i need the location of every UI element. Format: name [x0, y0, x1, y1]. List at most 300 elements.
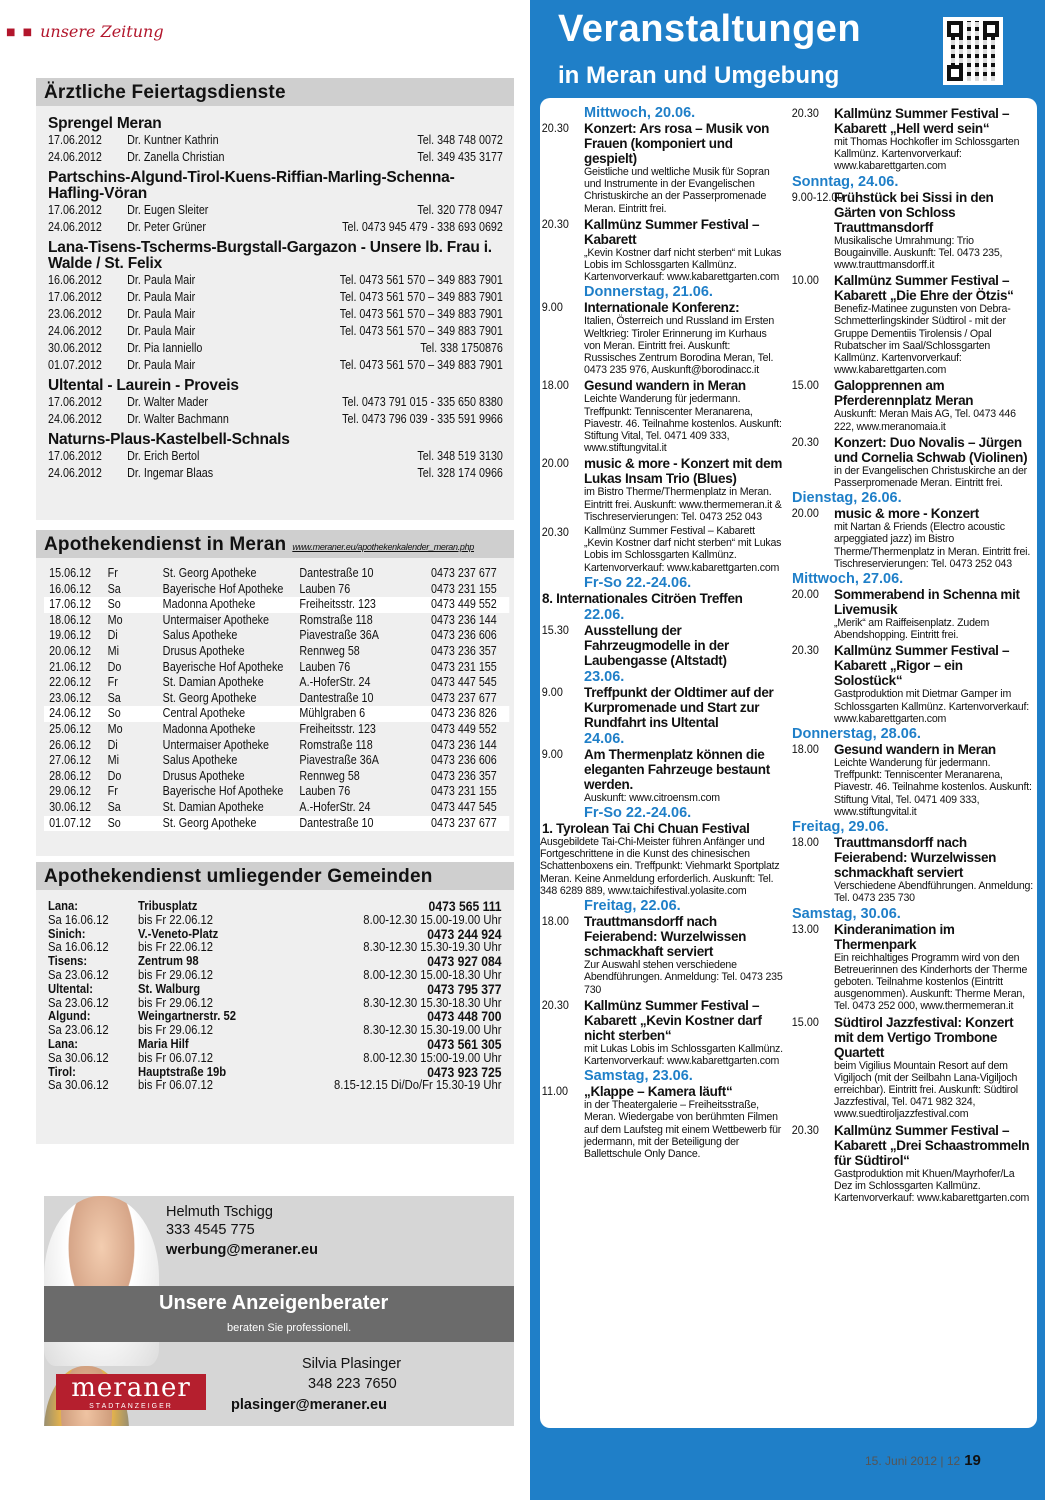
event-content	[584, 121, 784, 215]
pharmacy-phone: 0473 236 826	[431, 706, 497, 721]
pharmacy-row	[44, 784, 509, 800]
event-title: „Klappe – Kamera läuft“	[584, 1084, 733, 1100]
event-content	[584, 747, 784, 804]
doctor-phone: Tel. 0473 945 479 - 338 693 0692	[342, 220, 503, 234]
nearby-info: 0473 244 924	[427, 926, 502, 942]
pharmacy-weekday: So	[107, 597, 121, 612]
event-title: Kallmünz Summer Festival – Kabarett	[584, 216, 760, 247]
pharmacy-weekday: Mo	[107, 721, 123, 736]
pharmacy-weekday: So	[107, 815, 121, 830]
event-time: 9.00-12.00	[791, 189, 844, 204]
nearby-info: 0473 927 084	[427, 954, 502, 970]
district-heading: Ultental - Laurein - Proveis	[48, 377, 239, 394]
qr-corner	[947, 21, 963, 37]
nearby-info: 0473 561 305	[427, 1036, 502, 1052]
event-description: mit Nartan & Friends (Electro acoustic arpeggiated jazz) im Bistro Therme/Thermenplatz in Meran. Eintritt frei. Tischreservierungen: Tel. 0473 252 043	[834, 521, 1031, 570]
ad-subtitle: beraten Sie professionell.	[227, 1322, 352, 1334]
meraner-logo-subtitle: STADTANZEIGER	[56, 1403, 206, 1410]
event-time: 20.30	[791, 643, 819, 658]
event-content	[834, 435, 1034, 489]
pharmacy-name: St. Georg Apotheke	[162, 815, 257, 830]
event-description: in der Theatergalerie – Freiheitsstraße, Meran. Wiedergabe von berühmten Filmen auf dem Laufsteg mit einem Wettbewerb für jedermann, mit der Beteiligung der Ballettschule Only Dance.	[584, 1099, 782, 1160]
pharmacy-row	[44, 597, 509, 613]
event-title: Treffpunkt der Oldtimer auf der Kurpromenade und Start zur Rundfahrt ins Ultental	[584, 684, 774, 730]
doctor-date: 17.06.2012	[48, 290, 102, 304]
pharmacy-address: Romstraße 118	[299, 612, 373, 627]
nearby-pharmacy: Weingartnerstr. 52	[138, 1009, 236, 1024]
pharmacy-phone: 0473 231 155	[431, 784, 497, 799]
district-heading: Sprengel Meran	[48, 115, 162, 132]
nearby-place: Sa 23.06.12	[48, 967, 109, 982]
doctor-row	[48, 149, 503, 166]
pharmacy-row	[44, 738, 509, 754]
doctor-name: Dr. Paula Mair	[127, 290, 196, 304]
doctor-name: Dr. Paula Mair	[127, 358, 196, 372]
event-title: Konzert: Ars rosa – Musik von Frauen (komponiert und gespielt)	[584, 121, 770, 166]
pharmacy-phone: 0473 236 357	[431, 768, 497, 783]
event-day-heading: Mittwoch, 20.06.	[584, 105, 696, 121]
pharmacy-phone: 0473 237 677	[431, 815, 497, 830]
event-content	[834, 106, 1034, 173]
nearby-info: 0473 565 111	[428, 899, 502, 914]
pharmacy-weekday: Do	[107, 659, 122, 674]
nearby-row	[48, 1052, 502, 1066]
pharmacy-row	[44, 675, 509, 691]
event-content	[584, 998, 784, 1067]
event-content	[584, 456, 784, 523]
adviser2-phone: 348 223 7650	[308, 1376, 397, 1392]
nearby-info: 8.30-12.30 15.30-18.30 Uhr	[363, 995, 502, 1010]
event-item	[540, 914, 784, 996]
district-heading: Lana-Tisens-Tscherms-Burgstall-Gargazon - Unsere lb. Frau i. Walde / St. Felix	[48, 239, 492, 272]
event-title: Sommerabend in Schenna mit Livemusik	[834, 587, 1020, 618]
doctors-panel	[36, 78, 514, 520]
pharmacy-address: Mühlgraben 6	[299, 706, 366, 721]
event-title: Am Thermenplatz können die eleganten Fahrzeuge bestaunt werden.	[584, 746, 770, 792]
pharmacy-name: Bayerische Hof Apotheke	[162, 581, 284, 596]
event-description: Leichte Wanderung für jedermann. Treffpunkt: Tenniscenter Meranarena, Piavestr. 46. Teilnahme kostenlos. Auskunft: Stiftung Vital, Tel. 0471 409 333, www.stiftungvital.it	[584, 393, 782, 455]
event-item	[540, 1084, 784, 1160]
event-content	[834, 378, 1034, 432]
district-heading: Partschins-Algund-Tirol-Kuens-Riffian-Marling-Schenna-Hafling-Vöran	[48, 169, 455, 202]
pharmacy-address: Romstraße 118	[299, 737, 373, 752]
pharmacy-name: St. Georg Apotheke	[162, 690, 257, 705]
pharmacy-row	[44, 582, 509, 598]
doctor-name: Dr. Ingemar Blaas	[127, 466, 214, 480]
masthead-dots: ■ ■	[6, 27, 35, 38]
doctor-name: Dr. Paula Mair	[127, 307, 196, 321]
event-item	[540, 525, 784, 574]
qr-corner	[947, 65, 963, 81]
pharmacy-weekday: Fr	[107, 566, 118, 580]
event-description: Gastproduktion mit Dietmar Gamper im Schlossgarten Kallmünz. Kartenvorverkauf: www.kabarettgarten.com	[834, 688, 1029, 725]
district-heading: Naturns-Plaus-Kastelbell-Schnals	[48, 431, 290, 448]
nearby-info: 0473 448 700	[427, 1009, 502, 1025]
event-content	[584, 300, 784, 376]
pharmacy-phone: 0473 447 545	[431, 675, 497, 690]
doctor-name: Dr. Paula Mair	[127, 273, 196, 287]
event-item	[790, 742, 1034, 818]
event-title: Gesund wandern in Meran	[834, 742, 996, 758]
event-time: 20.30	[791, 106, 819, 120]
pharmacy-name: Central Apotheke	[162, 706, 246, 721]
pharmacy-row	[44, 722, 509, 738]
event-title: Kallmünz Summer Festival – Kabarett „Drei Schaastrommeln für Südtirol“	[834, 1122, 1030, 1168]
doctors-title: Ärztliche Feiertagsdienste	[36, 78, 514, 106]
nearby-row	[48, 997, 502, 1011]
event-item	[790, 273, 1034, 376]
doctor-row	[48, 289, 503, 306]
qr-code-icon[interactable]	[943, 17, 1003, 85]
event-title: Ausstellung der Fahrzeugmodelle in der Laubengasse (Altstadt)	[584, 622, 729, 668]
doctor-phone: Tel. 349 435 3177	[417, 150, 503, 164]
doctor-name: Dr. Eugen Sleiter	[127, 203, 209, 217]
event-item	[540, 685, 784, 730]
pharmacy-weekday: Sa	[107, 799, 121, 814]
event-day-heading: Fr-So 22.-24.06.	[584, 805, 692, 822]
nearby-info: 8.00-12.30 15.00-18.30 Uhr	[363, 967, 502, 982]
nearby-row	[48, 1066, 502, 1080]
adviser2-name: Silvia Plasinger	[302, 1356, 402, 1372]
event-time: 18.00	[541, 378, 569, 393]
pharmacy-row	[44, 816, 509, 832]
nearby-pharmacy: V.-Veneto-Platz	[138, 926, 219, 941]
pharmacy-date: 24.06.12	[49, 706, 92, 721]
doctor-phone: Tel. 0473 561 570 – 349 883 7901	[339, 307, 503, 321]
nearby-place: Sa 16.06.12	[48, 940, 109, 955]
pharmacy-date: 18.06.12	[49, 612, 92, 627]
event-day-heading: Donnerstag, 21.06.	[584, 284, 713, 301]
event-title: Galopprennen am Pferderennplatz Meran	[834, 378, 974, 409]
doctor-row	[48, 306, 503, 323]
pharmacy-phone: 0473 449 552	[431, 597, 497, 612]
adviser1-phone: 333 4545 775	[166, 1222, 255, 1238]
doctor-row	[48, 202, 503, 219]
pharmacy-weekday: Sa	[107, 581, 121, 596]
nearby-pharmacy: bis Fr 22.06.12	[138, 912, 214, 927]
pharmacy-weekday: Di	[107, 628, 118, 643]
pharmacy-address: Lauben 76	[299, 784, 351, 799]
event-content	[540, 591, 784, 606]
pharmacy-date: 23.06.12	[49, 690, 92, 705]
nearby-row	[48, 1010, 502, 1024]
nearby-info: 8.00-12.30 15:00-19.00 Uhr	[363, 1050, 502, 1065]
event-content	[834, 643, 1034, 725]
pharmacy-weekday: So	[107, 706, 121, 721]
pharmacy-url-link[interactable]: www.meraner.eu/apothekenkalender_meran.php	[292, 542, 475, 552]
event-day-heading: Donnerstag, 28.06.	[792, 726, 921, 743]
doctor-date: 24.06.2012	[48, 412, 102, 426]
nearby-place: Sa 16.06.12	[48, 912, 109, 927]
pharmacy-address: Dantestraße 10	[299, 566, 374, 580]
pharmacy-table	[36, 558, 514, 831]
event-item	[790, 922, 1034, 1013]
pharmacy-phone: 0473 231 155	[431, 581, 497, 596]
event-time: 9.00	[541, 684, 563, 699]
pharmacy-row	[44, 660, 509, 676]
nearby-row	[48, 928, 502, 942]
doctor-row	[48, 272, 503, 289]
pharmacy-address: Piavestraße 36A	[299, 753, 379, 768]
doctor-date: 24.06.2012	[48, 466, 102, 480]
adviser1-email[interactable]: werbung@meraner.eu	[166, 1242, 318, 1258]
event-title: Südtirol Jazzfestival: Konzert mit dem Vertigo Trombone Quartett	[834, 1014, 1014, 1060]
event-description: Musikalische Umrahmung: Trio Bougainville. Auskunft: Tel. 0473 235, www.trauttmansdorff.it	[834, 234, 1003, 272]
pharmacy-address: Dantestraße 10	[299, 815, 374, 830]
doctor-date: 24.06.2012	[48, 324, 102, 338]
pharmacy-date: 27.06.12	[49, 753, 92, 768]
pharmacy-address: Freiheitsstr. 123	[299, 721, 376, 736]
nearby-place: Lana:	[48, 899, 79, 913]
event-content	[584, 217, 784, 284]
event-description: Leichte Wanderung für jedermann. Treffpunkt: Tenniscenter Meranarena, Piavestr. 46. Teilnahme kostenlos. Auskunft: Stiftung Vital, Tel. 0471 409 333, www.stiftungvital.it	[834, 757, 1032, 818]
doctor-date: 17.06.2012	[48, 449, 102, 463]
nearby-place: Ultental:	[48, 981, 93, 996]
pharmacy-row	[44, 769, 509, 785]
pharmacy-weekday: Fr	[107, 784, 118, 799]
doctor-name: Dr. Erich Bertol	[127, 449, 200, 463]
pharmacy-weekday: Di	[107, 737, 118, 752]
event-description: Auskunft: Meran Mais AG, Tel. 0473 446 222, www.meranomaia.it	[834, 408, 1016, 433]
event-day-heading: Dienstag, 26.06.	[792, 490, 902, 507]
pharmacy-row	[44, 753, 509, 769]
event-title: music & more - Konzert	[834, 506, 979, 522]
nearby-place: Algund:	[48, 1009, 91, 1024]
pharmacy-row	[44, 644, 509, 660]
nearby-pharmacy: bis Fr 06.07.12	[138, 1078, 214, 1093]
event-title: Konzert: Duo Novalis – Jürgen und Cornelia Schwab (Violinen)	[834, 434, 1028, 465]
pharmacy-date: 25.06.12	[49, 721, 92, 736]
event-time: 13.00	[791, 921, 819, 936]
nearby-info: 8.15-12.15 Di/Do/Fr 15.30-19 Uhr	[333, 1078, 502, 1093]
event-item	[540, 623, 784, 668]
doctor-phone: Tel. 0473 561 570 – 349 883 7901	[339, 290, 503, 304]
event-item	[540, 378, 784, 454]
event-description: Geistliche und weltliche Musik für Sopran und Instrumente in der Evangelischen Christuskirche an der Passerpromenade Meran. Eintritt frei.	[584, 166, 770, 215]
event-description: im Bistro Therme/Thermenplatz in Meran. Eintritt frei. Auskunft: www.thermemeran.it & Tischreservierungen: Tel. 0473 252 043	[584, 486, 782, 523]
nearby-place: Tirol:	[48, 1064, 76, 1079]
events-column-2	[790, 106, 1034, 1206]
event-time: 20.00	[541, 456, 569, 471]
pharmacy-panel	[36, 530, 514, 856]
doctor-phone: Tel. 0473 796 039 - 335 591 9966	[342, 412, 503, 426]
doctor-row	[48, 323, 503, 340]
event-content	[584, 378, 784, 454]
event-description: „Kevin Kostner darf nicht sterben“ mit Lukas Lobis im Schlossgarten Kallmünz. Kartenvorverkauf: www.kabarettgarten.com	[584, 246, 782, 284]
event-description: „Merik“ am Raiffeisenplatz. Zudem Abendshopping. Eintritt frei.	[834, 617, 990, 642]
pharmacy-row	[44, 628, 509, 644]
event-day-heading: Freitag, 29.06.	[792, 819, 889, 836]
pharmacy-date: 21.06.12	[49, 659, 92, 674]
adviser2-email[interactable]: plasinger@meraner.eu	[231, 1397, 387, 1413]
doctor-name: Dr. Paula Mair	[127, 324, 196, 338]
pharmacy-row	[44, 613, 509, 629]
doctor-date: 17.06.2012	[48, 133, 102, 147]
event-description: Ausgebildete Tai-Chi-Meister führen Anfänger und Fortgeschrittene in die Kunst des chinesischen Schattenboxens ein. Treffpunkt: Viehmarkt Sportplatz Meran. Keine Anmeldung erforderlich. Auskunft: Tel. 348 6289 889, www.taichifestival.yolasite.com	[540, 836, 780, 897]
event-day-heading: 24.06.	[584, 730, 625, 747]
pharmacy-weekday: Do	[107, 768, 122, 783]
event-day-heading: Mittwoch, 27.06.	[792, 571, 904, 588]
event-description: Gastproduktion mit Khuen/Mayrhofer/La Dez im Schlossgarten Kallmünz. Kartenvorverkauf: www.kabarettgarten.com	[834, 1167, 1030, 1204]
footer-date: 15. Juni 2012 | 12	[865, 1454, 961, 1468]
event-day-heading: Samstag, 23.06.	[584, 1068, 693, 1085]
event-description: Italien, Österreich und Russland im Ersten Weltkrieg: Tiroler Erinnerung im Kurhaus von Meran. Eintritt frei. Auskunft: Russisches Zentrum Borodina Meran, Tel. 0473 235 976, Auskunft@borodinacc.it	[584, 315, 775, 377]
nearby-row	[48, 983, 502, 997]
events-box	[540, 98, 1037, 1428]
event-title: Kinderanimation im Thermenpark	[834, 921, 955, 952]
pharmacy-name: Madonna Apotheke	[162, 721, 256, 736]
event-content	[584, 685, 784, 730]
event-day-heading: Sonntag, 24.06.	[792, 173, 899, 190]
ad-title: Unsere Anzeigenberater	[159, 1292, 389, 1314]
pharmacy-phone: 0473 237 677	[431, 566, 497, 580]
nearby-pharmacy: bis Fr 29.06.12	[138, 995, 214, 1010]
doctor-date: 17.06.2012	[48, 395, 102, 409]
nearby-place: Tisens:	[48, 954, 88, 969]
pharmacy-weekday: Mo	[107, 612, 123, 627]
doctor-row	[48, 465, 503, 482]
pharmacy-date: 01.07.12	[49, 815, 92, 830]
event-item	[540, 821, 784, 897]
event-item	[540, 591, 784, 606]
pharmacy-name: Madonna Apotheke	[162, 597, 256, 612]
doctor-name: Dr. Walter Bachmann	[127, 412, 229, 426]
nearby-pharmacy: bis Fr 22.06.12	[138, 940, 214, 955]
event-time: 20.00	[791, 587, 819, 602]
pharmacy-name: St. Damian Apotheke	[162, 675, 264, 690]
event-title: Trauttmansdorff nach Feierabend: Wurzelwissen schmackhaft serviert	[584, 914, 747, 960]
event-day-heading: Freitag, 22.06.	[584, 898, 681, 915]
doctor-row	[48, 219, 503, 236]
event-title: Kallmünz Summer Festival – Kabarett „Hell werd sein“	[834, 106, 1010, 136]
page-footer	[865, 1452, 981, 1469]
doctor-phone: Tel. 0473 791 015 - 335 650 8380	[342, 395, 503, 409]
pharmacy-name: Salus Apotheke	[162, 753, 238, 768]
event-content	[584, 525, 784, 574]
event-content	[584, 914, 784, 996]
event-time: 20.30	[541, 121, 569, 135]
doctor-row	[48, 340, 503, 357]
event-content	[540, 821, 784, 897]
pharmacy-name: St. Georg Apotheke	[162, 566, 257, 580]
event-time: 18.00	[791, 742, 819, 757]
event-title: Kallmünz Summer Festival – Kabarett „Kevin Kostner darf nicht sterben“	[584, 997, 762, 1043]
doctor-date: 16.06.2012	[48, 273, 102, 287]
event-description: Verschiedene Abendführungen. Anmeldung: Tel. 0473 235 730	[834, 880, 1033, 905]
event-time: 11.00	[541, 1084, 569, 1099]
event-description: Kallmünz Summer Festival – Kabarett „Kevin Kostner darf nicht sterben“ mit Lukas Lobis im Schlossgarten Kallmünz. Kartenvorverkauf: www.kabarettgarten.com	[584, 525, 782, 574]
doctor-date: 01.07.2012	[48, 358, 102, 372]
nearby-pharmacy: St. Walburg	[138, 981, 201, 996]
pharmacy-address: Rennweg 58	[299, 643, 360, 658]
pharmacy-address: Rennweg 58	[299, 768, 360, 783]
doctor-phone: Tel. 348 748 0072	[417, 133, 503, 147]
event-time: 9.00	[541, 746, 563, 761]
nearby-pharmacy: bis Fr 29.06.12	[138, 967, 214, 982]
event-content	[834, 587, 1034, 641]
doctor-date: 24.06.2012	[48, 150, 102, 164]
event-item	[540, 998, 784, 1067]
event-description: mit Lukas Lobis im Schlossgarten Kallmünz. Kartenvorverkauf: www.kabarettgarten.com	[584, 1042, 783, 1067]
event-description: in der Evangelischen Christuskirche an der Passerpromenade Meran. Eintritt frei.	[834, 464, 1027, 490]
pharmacy-name: Drusus Apotheke	[162, 768, 245, 783]
pharmacy-phone: 0473 231 155	[431, 659, 497, 674]
doctors-list	[36, 106, 514, 482]
event-title: 8. Internationales Citröen Treffen	[542, 590, 743, 606]
pharmacy-date: 26.06.12	[49, 737, 92, 752]
doctor-name: Dr. Zanella Christian	[127, 150, 225, 164]
meraner-logo: meraner	[56, 1374, 206, 1408]
event-title: Kallmünz Summer Festival – Kabarett „Rigor – ein Solostück“	[834, 643, 1010, 689]
nearby-row	[48, 1038, 502, 1052]
pharmacy-date: 16.06.12	[49, 581, 92, 596]
event-day-heading: 22.06.	[584, 606, 625, 623]
event-item	[790, 506, 1034, 570]
nearby-place: Sa 30.06.12	[48, 1050, 109, 1065]
pharmacy-address: Dantestraße 10	[299, 690, 374, 705]
doctor-phone: Tel. 0473 561 570 – 349 883 7901	[339, 273, 503, 287]
doctor-phone: Tel. 0473 561 570 – 349 883 7901	[339, 358, 503, 372]
pharmacy-row	[44, 691, 509, 707]
events-title: Veranstaltungen	[558, 8, 862, 50]
nearby-place: Sa 30.06.12	[48, 1078, 109, 1093]
doctor-date: 30.06.2012	[48, 341, 102, 355]
page-number: 19	[964, 1452, 981, 1469]
pharmacy-name: Bayerische Hof Apotheke	[162, 659, 284, 674]
doctor-phone: Tel. 328 174 0966	[417, 466, 503, 480]
doctor-name: Dr. Peter Grüner	[127, 220, 206, 234]
nearby-pharmacy: bis Fr 06.07.12	[138, 1050, 214, 1065]
pharmacy-address: A.-HoferStr. 24	[299, 675, 371, 690]
doctor-date: 23.06.2012	[48, 307, 102, 321]
nearby-row	[48, 900, 502, 914]
event-content	[584, 623, 784, 668]
nearby-info: 0473 923 725	[427, 1064, 502, 1080]
event-time: 20.30	[541, 997, 569, 1012]
pharmacy-phone: 0473 236 606	[431, 753, 497, 768]
nearby-row	[48, 969, 502, 983]
pharmacy-weekday: Fr	[107, 675, 118, 690]
event-time: 20.30	[541, 525, 569, 540]
pharmacy-weekday: Mi	[107, 753, 119, 768]
nearby-info: 8.30-12.30 15.30-19.00 Uhr	[363, 1023, 502, 1038]
nearby-pharmacy: bis Fr 29.06.12	[138, 1023, 214, 1038]
pharmacy-weekday: Mi	[107, 643, 119, 658]
doctor-phone: Tel. 320 778 0947	[417, 203, 503, 217]
event-time: 10.00	[791, 273, 819, 288]
doctor-phone: Tel. 348 519 3130	[417, 449, 503, 463]
nearby-info: 8.30-12.30 15.30-19.30 Uhr	[363, 940, 502, 955]
pharmacy-name: Untermaiser Apotheke	[162, 737, 270, 752]
pharmacy-date: 28.06.12	[49, 768, 92, 783]
event-item	[790, 435, 1034, 489]
masthead-logo: unsere Zeitung	[40, 22, 164, 41]
event-item	[790, 835, 1034, 904]
event-content	[834, 922, 1034, 1013]
event-item	[790, 587, 1034, 641]
event-item	[790, 1015, 1034, 1121]
event-title: Internationale Konferenz:	[584, 300, 740, 316]
event-content	[584, 1084, 784, 1160]
event-title: 1. Tyrolean Tai Chi Chuan Festival	[542, 821, 750, 837]
pharmacy-address: A.-HoferStr. 24	[299, 799, 371, 814]
doctor-date: 24.06.2012	[48, 220, 102, 234]
pharmacy-address: Lauben 76	[299, 581, 351, 596]
event-content	[834, 273, 1034, 376]
event-content	[834, 1123, 1034, 1205]
event-time: 15.00	[791, 1014, 819, 1029]
pharmacy-phone: 0473 447 545	[431, 799, 497, 814]
